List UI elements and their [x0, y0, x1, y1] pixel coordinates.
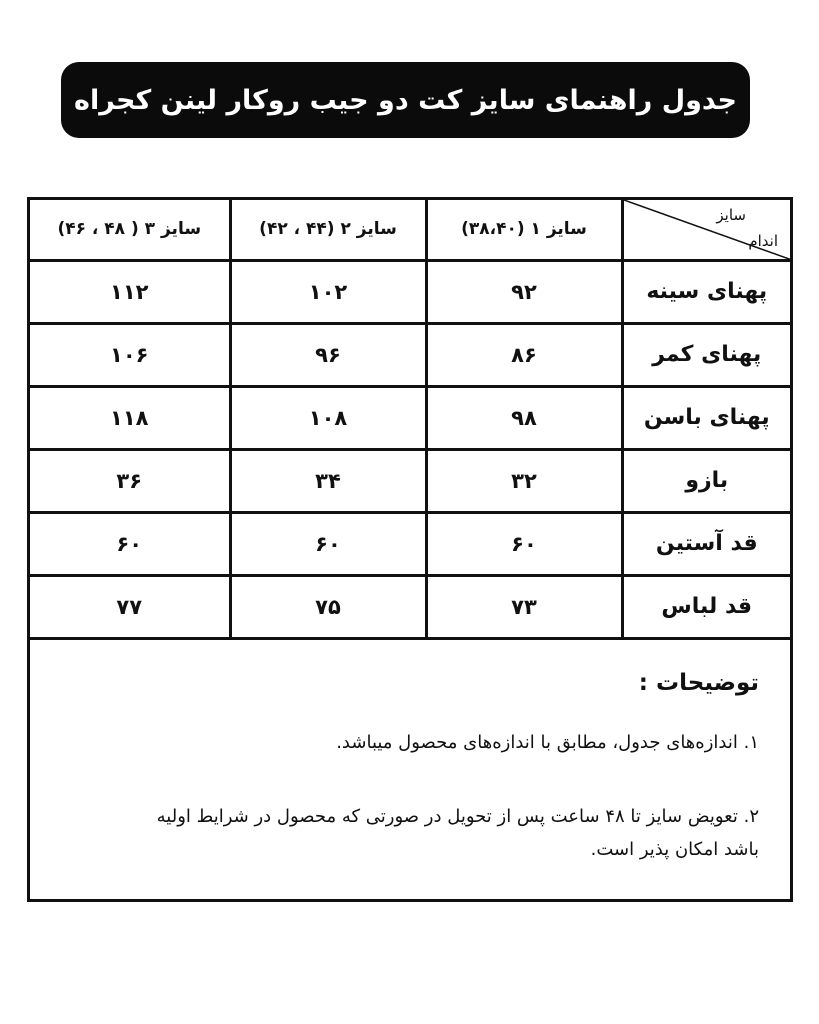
row-label: قد لباس — [622, 575, 790, 638]
diagonal-divider — [624, 200, 791, 260]
table-row — [30, 575, 790, 638]
table-row — [30, 449, 790, 512]
row-label: بازو — [622, 449, 790, 512]
row-label: قد آستین — [622, 512, 790, 575]
table-cell: ۷۳ — [426, 575, 622, 638]
table-cell: ۶۰ — [426, 512, 622, 575]
table-row — [30, 260, 790, 323]
notes-section — [30, 650, 790, 900]
table-header-row — [30, 200, 790, 260]
table-cell: ۶۰ — [230, 512, 426, 575]
table-cell: ۶۰ — [30, 512, 230, 575]
table-cell: ۷۷ — [30, 575, 230, 638]
notes-heading: توضیحات : — [638, 670, 759, 696]
column-header-size-2: سایز ۲ (۴۴ ، ۴۲) — [230, 200, 426, 260]
column-header-size-1: سایز ۱ (۳۸،۴۰) — [426, 200, 622, 260]
table-cell: ۹۲ — [426, 260, 622, 323]
table-row — [30, 512, 790, 575]
corner-body-label: اندام — [748, 232, 778, 250]
table-cell: ۱۱۲ — [30, 260, 230, 323]
note-item: ۱. اندازه‌های جدول، مطابق با اندازه‌های محصول میباشد. — [336, 732, 759, 753]
row-label: پهنای باسن — [622, 386, 790, 449]
row-label: پهنای سینه — [622, 260, 790, 323]
table-row — [30, 386, 790, 449]
corner-header-cell — [622, 200, 790, 260]
table-cell: ۳۴ — [230, 449, 426, 512]
table-cell: ۷۵ — [230, 575, 426, 638]
table-cell: ۹۶ — [230, 323, 426, 386]
table-cell: ۸۶ — [426, 323, 622, 386]
table-cell: ۱۰۸ — [230, 386, 426, 449]
table-cell: ۱۰۶ — [30, 323, 230, 386]
corner-size-label: سایز — [716, 206, 746, 224]
table-cell: ۱۱۸ — [30, 386, 230, 449]
column-header-size-3: سایز ۳ ( ۴۸ ، ۴۶) — [30, 200, 230, 260]
size-table — [30, 200, 790, 640]
table-row — [30, 323, 790, 386]
table-cell: ۳۶ — [30, 449, 230, 512]
page-title: جدول راهنمای سایز کت دو جیب روکار لینن کجراه — [61, 62, 750, 138]
row-label: پهنای کمر — [622, 323, 790, 386]
table-cell: ۳۲ — [426, 449, 622, 512]
note-item: ۲. تعویض سایز تا ۴۸ ساعت پس از تحویل در صورتی که محصول در شرایط اولیه باشد امکان پذیر است. — [156, 806, 759, 860]
table-cell: ۱۰۲ — [230, 260, 426, 323]
size-guide-frame — [27, 197, 793, 902]
table-cell: ۹۸ — [426, 386, 622, 449]
